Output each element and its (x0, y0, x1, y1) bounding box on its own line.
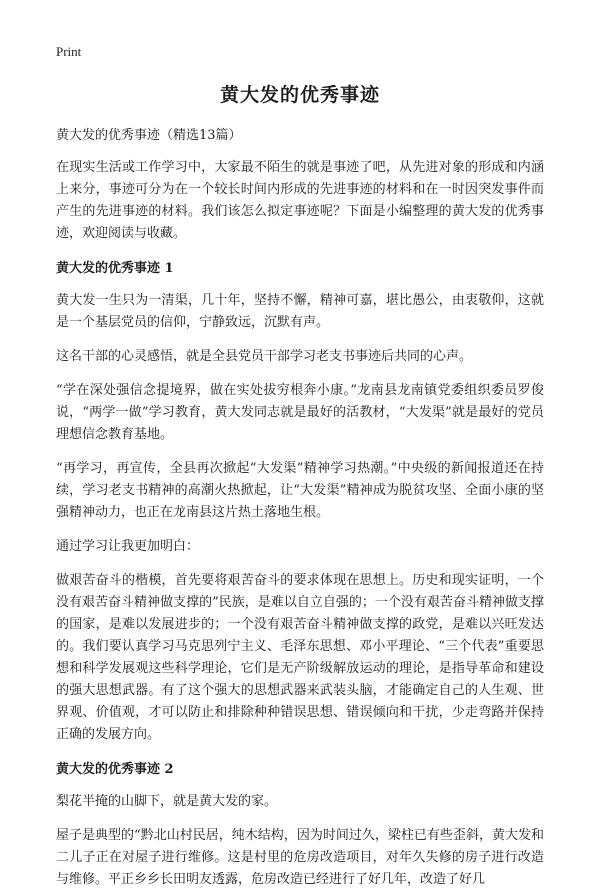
print-label: Print (56, 44, 82, 59)
section-2-paragraph-1: 梨花半掩的山脚下，就是黄大发的家。 (56, 794, 278, 809)
section-heading-1: 黄大发的优秀事迹 1 (56, 261, 174, 276)
section-2-paragraph-2: 屋子是典型的“黔北山村民居，纯木结构，因为时间过久，梁柱已有些歪斜，黄大发和二儿子正在对屋子进行维修。这是村里的危房改造项目，对年久失修的房子进行改造与维修。平正乡乡长田明友透露，危房改造已经进行了好几年，改造了好几 (56, 828, 544, 887)
document-title: 黄大发的优秀事迹 (219, 84, 380, 106)
section-1-paragraph-5: 通过学习让我更加明白： (56, 539, 200, 554)
section-1-paragraph-3: “学在深处强信念提境界，做在实处拔穷根奔小康。”龙南县龙南镇党委组织委员罗俊说，“两学一做”学习教育，黄大发同志就是最好的活教材，“大发渠”就是最好的党员理想信念教育基地。 (56, 383, 544, 442)
section-1-paragraph-4: “再学习，再宣传，全县再次掀起“大发渠”精神学习热潮。”中央级的新闻报道还在持续，学习老支书精神的高潮火热掀起，让“大发渠”精神成为脱贫攻坚、全面小康的坚强精神动力，也正在龙南县这片热土落地生根。 (56, 461, 544, 520)
section-1-paragraph-1: 黄大发一生只为一清渠，几十年，坚持不懈，精神可嘉，堪比愚公，由衷敬仰，这就是一个基层党员的信仰，宁静致远，沉默有声。 (56, 293, 544, 330)
section-1-paragraph-2: 这名干部的心灵感悟，就是全县党员干部学习老支书事迹后共同的心声。 (56, 349, 473, 364)
document-subtitle: 黄大发的优秀事迹（精选13篇） (56, 128, 242, 143)
section-heading-2: 黄大发的优秀事迹 2 (56, 762, 174, 777)
section-1-paragraph-6: 做艰苦奋斗的楷模，首先要将艰苦奋斗的要求体现在思想上。历史和现实证明，一个没有艰苦奋斗精神做支撑的”民族，是难以自立自强的；一个没有艰苦奋斗精神做支撑的国家，是难以发展进步的；一个没有艰苦奋斗精神做支撑的政党，是难以兴旺发达的。我们要认真学习马克思列宁主义、毛泽东思想、邓小平理论、“三个代表”重要思想和科学发展观这些科学理论，它们是无产阶级解放运动的理论，是指导革命和建设的强大思想武器。有了这个强大的思想武器来武装头脑，才能确定自己的人生观、世界观、价值观，才可以防止和排除种种错误思想、错误倾向和干扰，少走弯路并保持正确的发展方向。 (56, 573, 544, 742)
intro-paragraph: 在现实生活或工作学习中，大家最不陌生的就是事迹了吧，从先进对象的形成和内涵上来分，事迹可分为在一个较长时间内形成的先进事迹的材料和在一时因突发事件而产生的先进事迹的材料。我们该怎么拟定事迹呢？下面是小编整理的黄大发的优秀事迹，欢迎阅读与收藏。 (56, 160, 544, 241)
